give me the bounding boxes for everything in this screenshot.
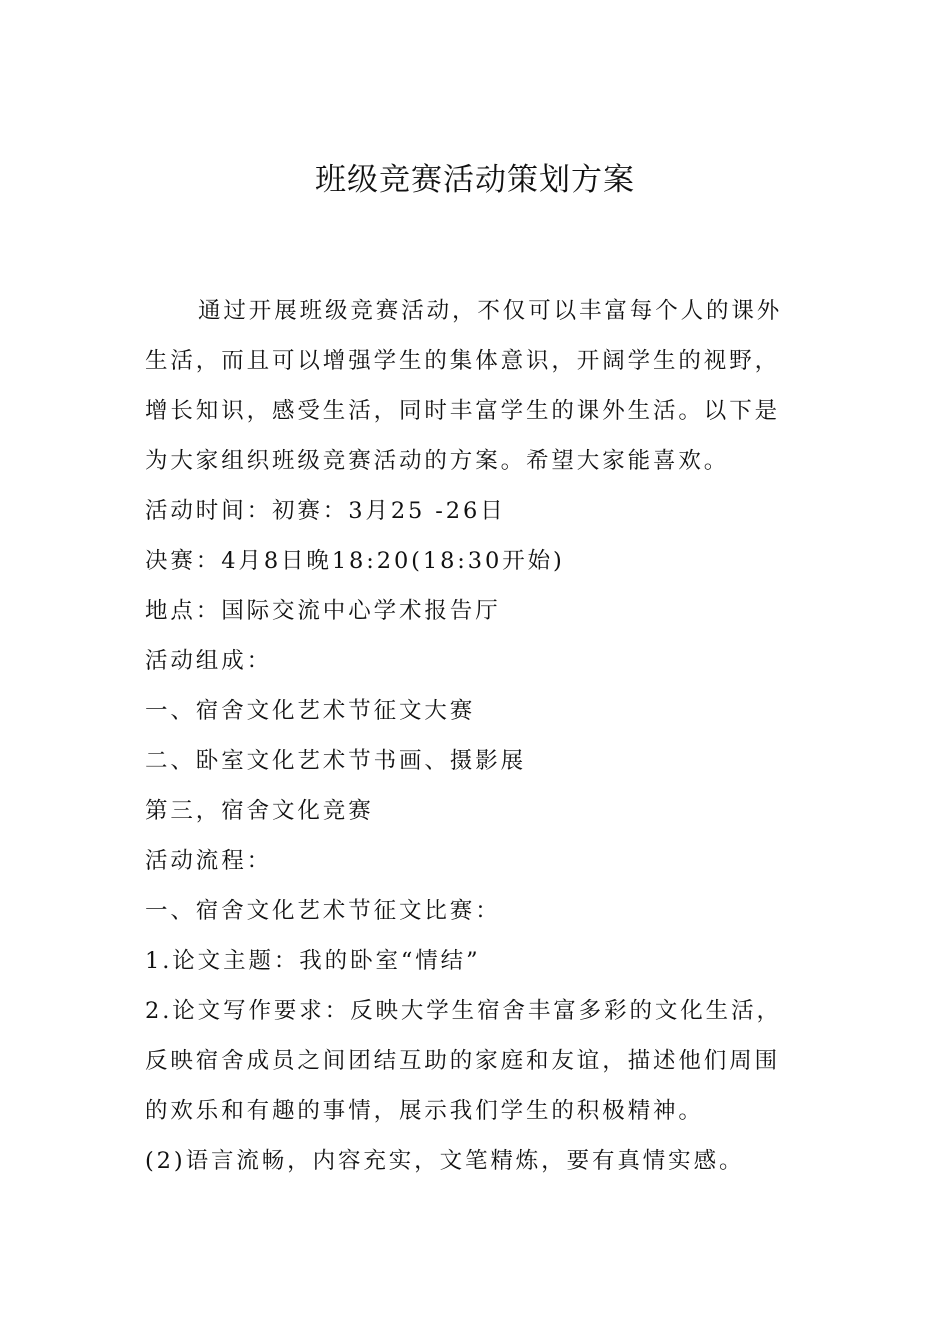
- location-line: 地点：国际交流中心学术报告厅: [145, 598, 501, 624]
- final-time-line: 决赛：4月8日晚18:20(18:30开始): [145, 548, 565, 574]
- process-item-1: 一、宿舍文化艺术节征文比赛：: [145, 898, 501, 924]
- composition-heading: 活动组成：: [145, 648, 273, 674]
- composition-item-3: 第三，宿舍文化竞赛: [145, 798, 374, 824]
- language-requirement-line: (2)语言流畅，内容充实，文笔精炼，要有真情实感。: [145, 1148, 745, 1174]
- document-body: [145, 286, 805, 1186]
- essay-theme-line: 1.论文主题：我的卧室“情结”: [145, 948, 481, 974]
- event-time-line: 活动时间：初赛：3月25 -26日: [145, 498, 506, 524]
- process-heading: 活动流程：: [145, 848, 273, 874]
- intro-paragraph: 通过开展班级竞赛活动，不仅可以丰富每个人的课外生活，而且可以增强学生的集体意识，开阔学生的视野，增长知识，感受生活，同时丰富学生的课外生活。以下是为大家组织班级竞赛活动的方案。希望大家能喜欢。: [145, 298, 783, 474]
- composition-item-2: 二、卧室文化艺术节书画、摄影展: [145, 748, 527, 774]
- composition-item-1: 一、宿舍文化艺术节征文大赛: [145, 698, 476, 724]
- essay-requirements-paragraph: 2.论文写作要求：反映大学生宿舍丰富多彩的文化生活，反映宿舍成员之间团结互助的家庭和友谊，描述他们周围的欢乐和有趣的事情，展示我们学生的积极精神。: [145, 998, 782, 1124]
- document-title: 班级竞赛活动策划方案: [315, 162, 635, 198]
